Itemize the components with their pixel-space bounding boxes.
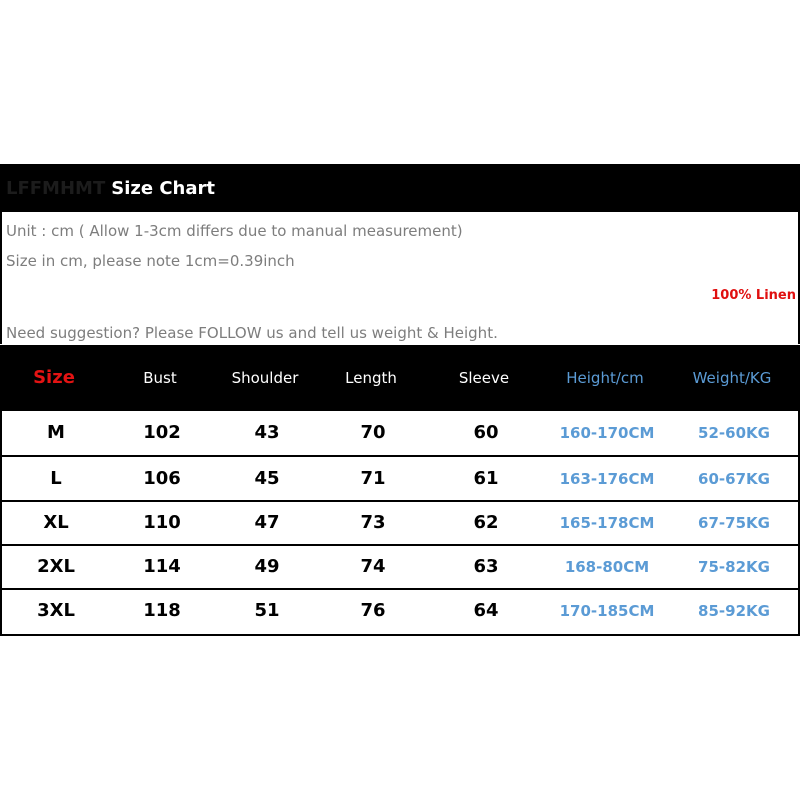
cell-bust: 102 <box>143 422 181 443</box>
cell-sleeve: 63 <box>473 556 499 577</box>
cell-height: 163-176CM <box>559 470 655 488</box>
cell-bust: 118 <box>143 600 181 621</box>
cell-size: L <box>50 468 62 489</box>
header-size: Size <box>33 367 75 388</box>
cell-sleeve: 64 <box>473 600 499 621</box>
cell-length: 73 <box>360 512 386 533</box>
suggestion-note: Need suggestion? Please FOLLOW us and tell us weight & Height. <box>6 324 498 342</box>
cell-sleeve: 62 <box>473 512 499 533</box>
cell-bust: 110 <box>143 512 181 533</box>
cell-height: 160-170CM <box>559 424 655 442</box>
cell-weight: 85-92KG <box>698 602 770 620</box>
cell-weight: 67-75KG <box>698 514 770 532</box>
cell-bust: 106 <box>143 468 181 489</box>
cell-height: 168-80CM <box>564 558 650 576</box>
table-row <box>2 545 798 589</box>
cell-sleeve: 60 <box>473 422 499 443</box>
cell-height: 170-185CM <box>559 602 655 620</box>
cell-weight: 60-67KG <box>698 470 770 488</box>
cell-length: 74 <box>360 556 386 577</box>
table-row <box>2 411 798 455</box>
table-row <box>2 457 798 501</box>
title-label: Size Chart <box>111 178 215 199</box>
cell-size: M <box>47 422 65 443</box>
material-note: 100% Linen <box>711 288 796 303</box>
chart-title <box>6 178 215 199</box>
table-header <box>0 345 800 411</box>
cell-shoulder: 49 <box>254 556 280 577</box>
size-chart <box>0 164 800 636</box>
cell-shoulder: 51 <box>254 600 280 621</box>
header-bust: Bust <box>143 369 177 387</box>
cell-bust: 114 <box>143 556 181 577</box>
cell-shoulder: 45 <box>254 468 280 489</box>
header-shoulder: Shoulder <box>231 369 299 387</box>
cell-height: 165-178CM <box>559 514 655 532</box>
unit-note: Unit : cm ( Allow 1-3cm differs due to manual measurement) <box>6 222 463 240</box>
cell-length: 71 <box>360 468 386 489</box>
cell-length: 70 <box>360 422 386 443</box>
header-sleeve: Sleeve <box>458 369 510 387</box>
cell-size: 3XL <box>37 600 75 621</box>
cell-size: 2XL <box>37 556 75 577</box>
cell-sleeve: 61 <box>473 468 499 489</box>
table-row <box>2 589 798 633</box>
size-note: Size in cm, please note 1cm=0.39inch <box>6 252 295 270</box>
info-panel <box>0 212 800 344</box>
cell-weight: 75-82KG <box>698 558 770 576</box>
cell-shoulder: 43 <box>254 422 280 443</box>
cell-length: 76 <box>360 600 386 621</box>
brand-name: LFFMHMT <box>6 178 106 199</box>
title-bar <box>0 164 800 212</box>
header-height: Height/cm <box>566 369 644 387</box>
cell-shoulder: 47 <box>254 512 280 533</box>
cell-size: XL <box>43 512 69 533</box>
cell-weight: 52-60KG <box>698 424 770 442</box>
header-length: Length <box>345 369 397 387</box>
table-body <box>0 411 800 636</box>
table-row <box>2 501 798 545</box>
header-weight: Weight/KG <box>692 369 772 387</box>
